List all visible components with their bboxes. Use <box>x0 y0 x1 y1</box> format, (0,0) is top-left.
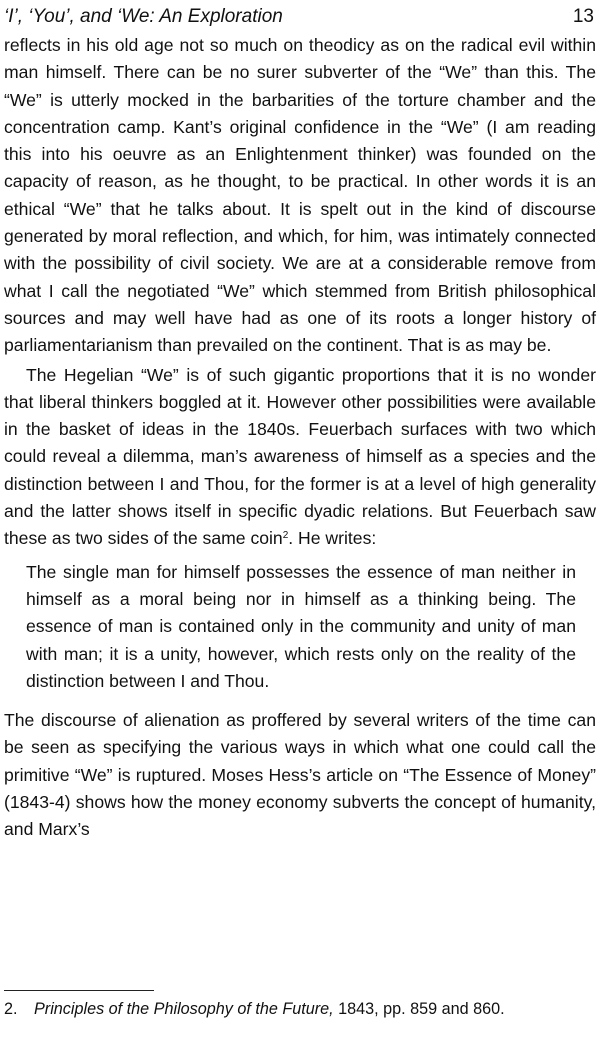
paragraph-1: reflects in his old age not so much on theodicy as on the radical evil within man himself. There can be no surer subverter of the “We” than this. The “We” is utterly mocked in the barbarities of the torture chamber and the concentration camp. Kant’s original confidence in the “We” (I am reading this into his oeuvre as an Enlightenment thinker) was founded on the capacity of reason, as he thought, to be practical. In other words it is an ethical “We” that he talks about. It is spelt out in the kind of discourse generated by moral reflection, and which, for him, was intimately connected with the possibility of civil society. We are at a considerable remove from what I call the negotiated “We” which stemmed from British philosophical sources and may well have had as one of its roots a longer history of parliamentarianism than prevailed on the continent. That is as may be. <box>4 35 596 356</box>
paragraph-3: The discourse of alienation as proffered by several writers of the time can be seen as specifying the various ways in which what one could call the primitive “We” is ruptured. Moses Hess’s article on “The Essence of Money” (1843-4) shows how the money economy subverts the concept of humanity, and Marx’s <box>4 710 596 840</box>
body-text <box>4 32 596 844</box>
footnote-number: 2. <box>4 1000 18 1018</box>
block-quote: The single man for himself possesses the essence of man neither in himself as a moral being nor in himself as a thinking being. The essence of man is contained only in the community and unity of man with man; it is a unity, however, which rests only on the reality of the distinction between I and Thou. <box>26 561 576 691</box>
footnote-reference: 2 <box>282 530 289 542</box>
footnote-title: Principles of the Philosophy of the Future, <box>34 1000 334 1018</box>
footnote-divider <box>4 990 154 991</box>
page-number: 13 <box>572 6 594 27</box>
running-title: ‘I’, ‘You’, and ‘We: An Exploration <box>4 6 283 27</box>
paragraph-2-tail: . He writes: <box>288 528 377 549</box>
footnote-details: 1843, pp. 859 and 860. <box>333 1000 505 1018</box>
running-header <box>4 5 596 29</box>
footnote <box>4 998 596 1020</box>
paragraph-2-text: The Hegelian “We” is of such gigantic proportions that it is no wonder that liberal thinkers boggled at it. However other possibilities were available in the basket of ideas in the 1840s. Feuerbach surfaces with two which could reveal a dilemma, man’s awareness of himself as a species and the distinction between I and Thou, for the former is at a level of high generality and the latter shows itself in specific dyadic relations. But Feuerbach saw these as two sides of the same coin <box>4 364 596 549</box>
book-page <box>4 0 596 1051</box>
paragraph-2 <box>4 362 596 553</box>
